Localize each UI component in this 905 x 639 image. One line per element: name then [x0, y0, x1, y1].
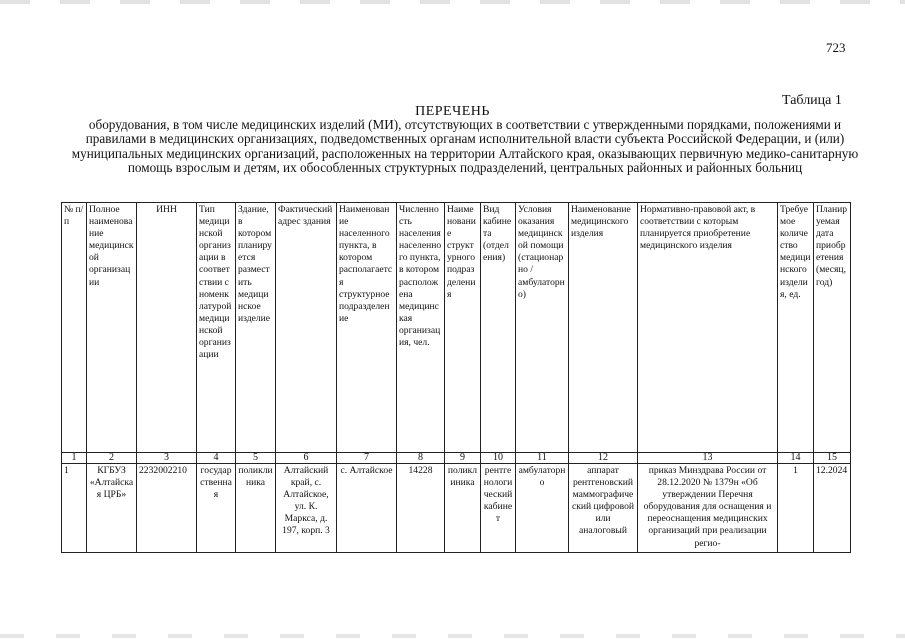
column-number: 9	[445, 453, 481, 464]
column-number: 1	[62, 453, 87, 464]
column-number: 10	[481, 453, 516, 464]
header-cell: Нормативно-правовой акт, в соответствии с которым планируется приобретение медицинского изделия	[638, 203, 778, 453]
header-cell: Планируемая дата приобретения (месяц, год)	[814, 203, 851, 453]
header-cell: ИНН	[137, 203, 197, 453]
header-cell: Наименование медицинского изделия	[569, 203, 638, 453]
column-number: 13	[638, 453, 778, 464]
required-quantity: 1	[778, 464, 814, 553]
column-number: 11	[516, 453, 569, 464]
column-number: 12	[569, 453, 638, 464]
header-row	[62, 203, 851, 453]
organization-type: государственная	[197, 464, 236, 553]
device-name: аппарат рентгеновский маммографический цифровой или аналоговый	[569, 464, 638, 553]
document-title: ПЕРЕЧЕНЬ	[415, 104, 490, 119]
header-cell: Полное наименование медицинской организации	[87, 203, 137, 453]
header-cell: Вид кабинета (отделения)	[481, 203, 516, 453]
column-number: 7	[337, 453, 397, 464]
legal-act: приказ Минздрава России от 28.12.2020 № 1379н «Об утверждении Перечня оборудования для оснащения и переоснащения медицинских организаций при реализации регио-	[638, 464, 778, 553]
planned-date: 12.2024	[814, 464, 851, 553]
table-row	[62, 464, 851, 553]
scan-edge-top	[0, 0, 905, 4]
inn: 2232002210	[137, 464, 197, 553]
scan-edge-bottom	[0, 634, 905, 638]
building: поликлиника	[236, 464, 276, 553]
cabinet-type: рентгенологический кабинет	[481, 464, 516, 553]
row-number: 1	[62, 464, 87, 553]
care-conditions: амбулаторно	[516, 464, 569, 553]
locality: с. Алтайское	[337, 464, 397, 553]
column-number: 8	[397, 453, 445, 464]
header-cell: Условия оказания медицинской помощи (стационарно /амбулаторно)	[516, 203, 569, 453]
column-number: 15	[814, 453, 851, 464]
column-number: 6	[276, 453, 337, 464]
population: 14228	[397, 464, 445, 553]
header-cell: Численность населения населенного пункта, в котором расположена медицинская организация, чел.	[397, 203, 445, 453]
header-cell: Наименование структурного подразделения	[445, 203, 481, 453]
equipment-table	[61, 202, 851, 553]
column-number: 14	[778, 453, 814, 464]
column-number: 4	[197, 453, 236, 464]
document-subtitle: оборудования, в том числе медицинских изделий (МИ), отсутствующих в соответствии с утвержденными порядками, положениями и правилами в медицинских организациях, подведомственных органам исполнительной власти субъекта Российской Федерации, и (или) муниципальных медицинских организаций, расположенных на территории Алтайского края, оказывающих первичную медико-санитарную помощь взрослым и детям, их обособленных структурных подразделений, центральных районных и районных больниц	[71, 117, 859, 176]
structural-unit: поликлиника	[445, 464, 481, 553]
column-number: 2	[87, 453, 137, 464]
header-cell: Наименование населенного пункта, в котором располагается структурное подразделение	[337, 203, 397, 453]
table-label: Таблица 1	[782, 93, 842, 108]
header-cell: Фактический адрес здания	[276, 203, 337, 453]
organization-name: КГБУЗ «Алтайская ЦРБ»	[87, 464, 137, 553]
column-number: 3	[137, 453, 197, 464]
header-cell: № п/п	[62, 203, 87, 453]
header-cell: Требуемое количество медицинского изделия, ед.	[778, 203, 814, 453]
header-cell: Здание, в котором планируется разместить медицинское изделие	[236, 203, 276, 453]
column-number-row	[62, 453, 851, 464]
header-cell: Тип медицинской организации в соответствии с номенклатурой медицинской организации	[197, 203, 236, 453]
page-number: 723	[826, 40, 846, 55]
actual-address: Алтайский край, с. Алтайское, ул. К. Маркса, д. 197, корп. 3	[276, 464, 337, 553]
column-number: 5	[236, 453, 276, 464]
